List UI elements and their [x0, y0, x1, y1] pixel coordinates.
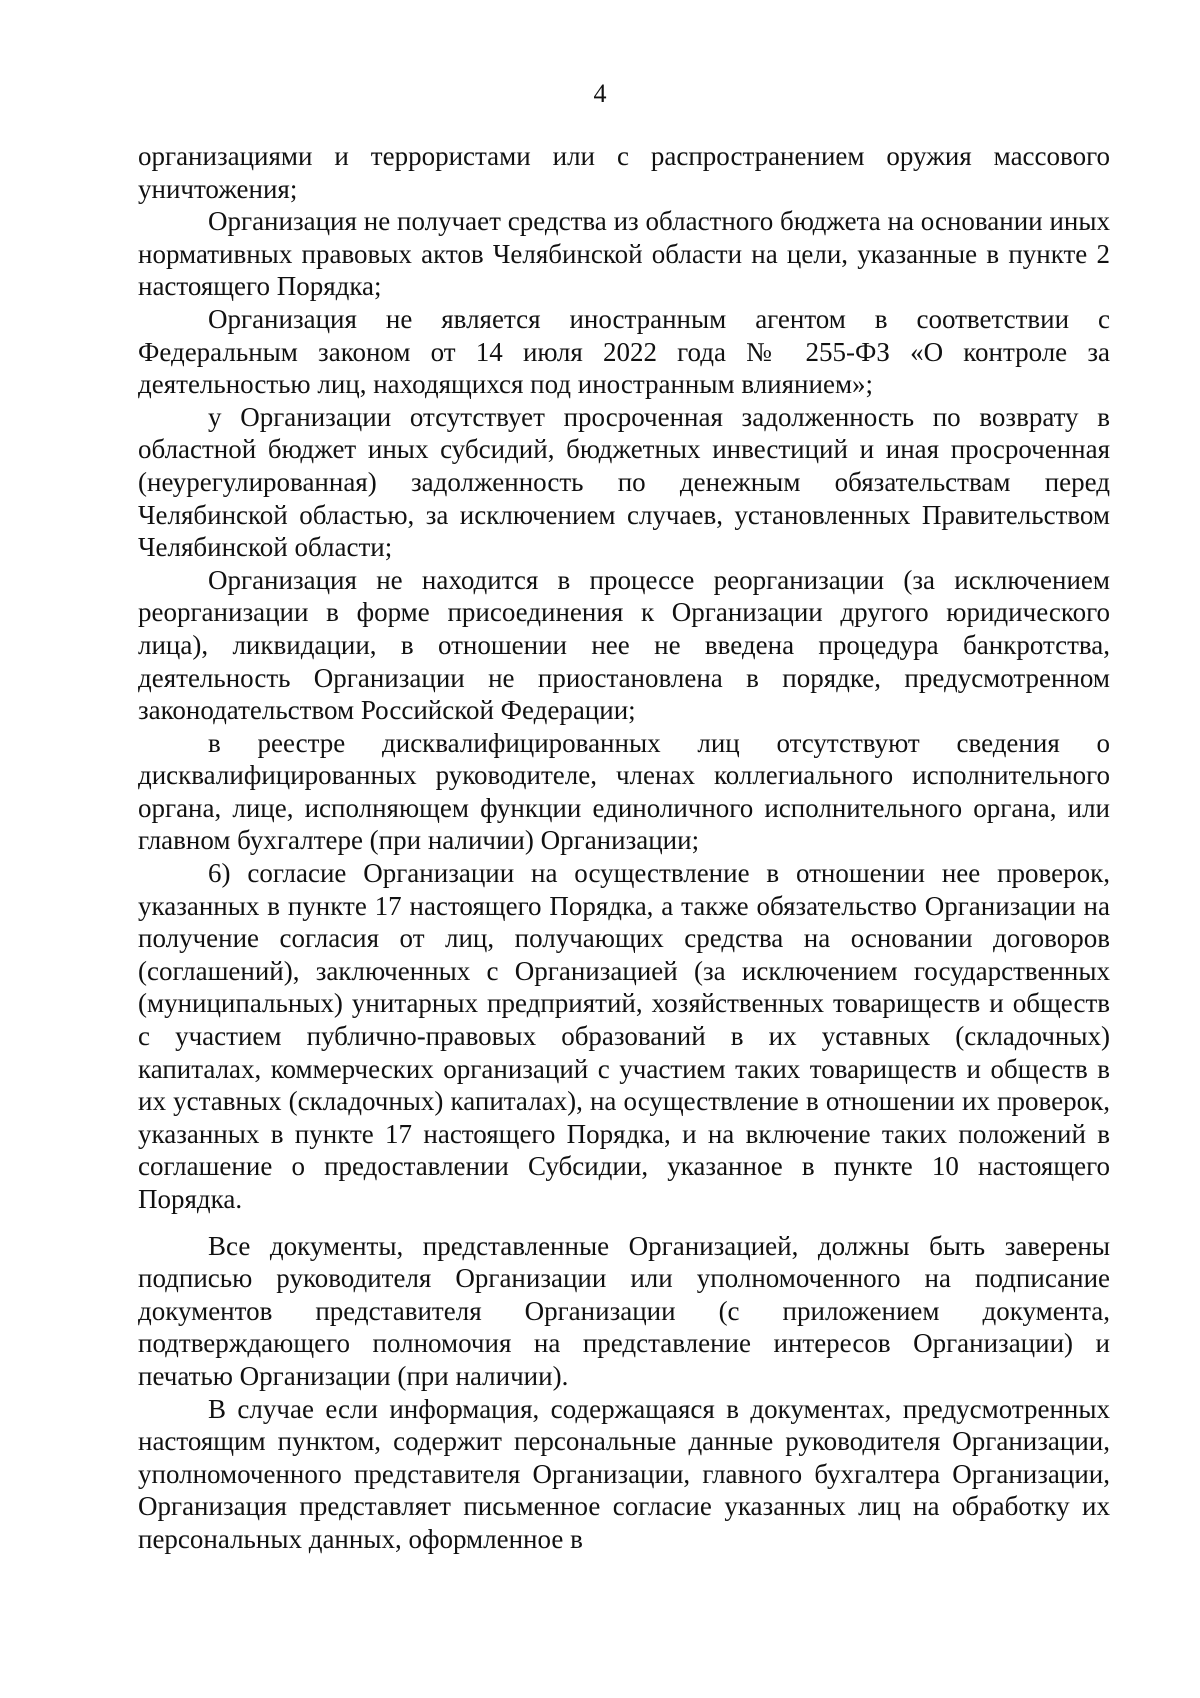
- paragraph: организациями и террористами или с распространением оружия массового уничтожения;: [138, 141, 1110, 204]
- paragraph: в реестре дисквалифицированных лиц отсутствуют сведения о дисквалифицированных руководителе, членах коллегиального исполнительного органа, лице, исполняющем функции единоличного исполнительного органа, или главном бухгалтере (при наличии) Организации;: [138, 727, 1110, 856]
- paragraph: Организация не находится в процессе реорганизации (за исключением реорганизации в форме присоединения к Организации другого юридического лица), ликвидации, в отношении нее не введена процедура банкротства, деятельность Организации не приостановлена в порядке, предусмотренном законодательством Российской Федерации;: [138, 564, 1110, 726]
- page-number: 4: [593, 79, 607, 108]
- paragraph: Организация не является иностранным агентом в соответствии с Федеральным законом от 14 июля 2022 года № 255-ФЗ «О контроле за деятельностью лиц, находящихся под иностранным влиянием»;: [138, 303, 1110, 400]
- paragraph: 6) согласие Организации на осуществление в отношении нее проверок, указанных в пункте 17 настоящего Порядка, а также обязательство Организации на получение согласия от лиц, получающих средства на основании договоров (соглашений), заключенных с Организацией (за исключением государственных (муниципальных) унитарных предприятий, хозяйственных товариществ и обществ с участием публично-правовых образований в их уставных (складочных) капиталах, коммерческих организаций с участием таких товариществ и обществ в их уставных (складочных) капиталах), на осуществление в отношении их проверок, указанных в пункте 17 настоящего Порядка, и на включение таких положений в соглашение о предоставлении Субсидии, указанное в пункте 10 настоящего Порядка.: [138, 858, 1110, 1214]
- paragraph: Все документы, представленные Организацией, должны быть заверены подписью руководителя Организации или уполномоченного на подписание документов представителя Организации (с приложением документа, подтверждающего полномочия на представление интересов Организации) и печатью Организации (при наличии).: [138, 1230, 1110, 1391]
- paragraph: Организация не получает средства из областного бюджета на основании иных нормативных правовых актов Челябинской области на цели, указанные в пункте 2 настоящего Порядка;: [138, 206, 1110, 302]
- paragraph: у Организации отсутствует просроченная задолженность по возврату в областной бюджет иных субсидий, бюджетных инвестиций и иная просроченная (неурегулированная) задолженность по денежным обязательствам перед Челябинской областью, за исключением случаев, установленных Правительством Челябинской области;: [138, 401, 1110, 563]
- document-body: [138, 140, 1110, 1556]
- paragraph: В случае если информация, содержащаяся в документах, предусмотренных настоящим пунктом, содержит персональные данные руководителя Организации, уполномоченного представителя Организации, главного бухгалтера Организации, Организация представляет письменное согласие указанных лиц на обработку их персональных данных, оформленное в: [138, 1393, 1110, 1554]
